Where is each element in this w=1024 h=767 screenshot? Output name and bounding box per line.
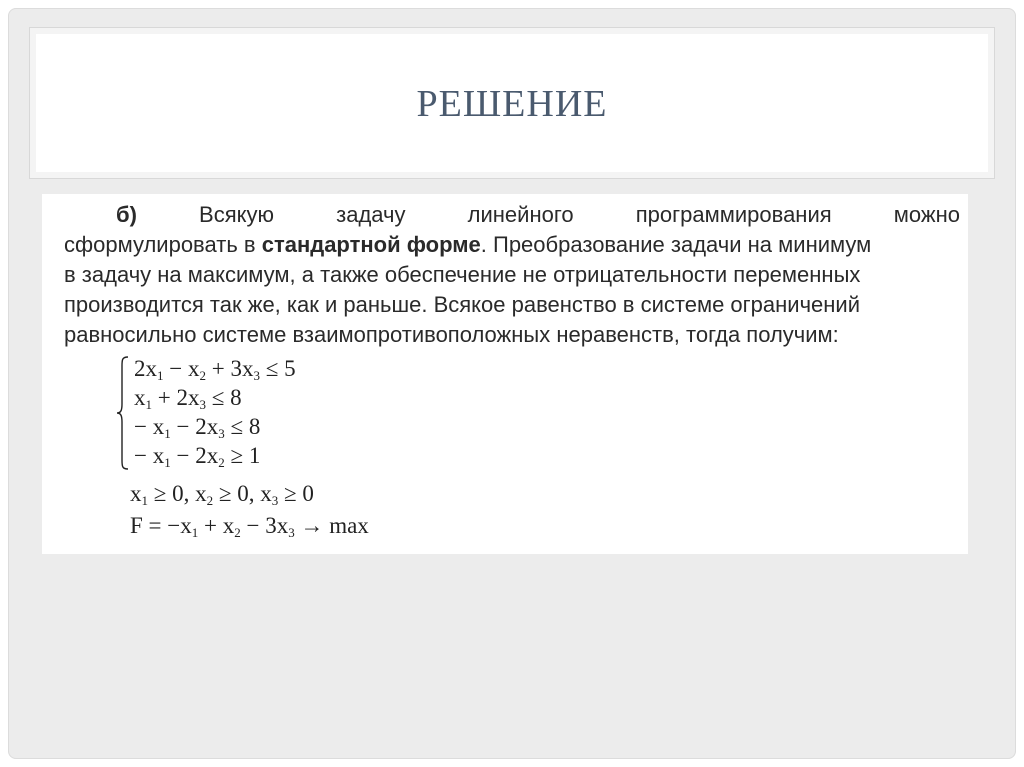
paragraph-line-4: производится так же, как и раньше. Всякое равенство в системе ограничений bbox=[64, 292, 861, 317]
title-box bbox=[30, 28, 994, 178]
word: Всякую bbox=[199, 202, 275, 227]
constraint-row: − $x_1 - 2x_2 \ge 1$ bbox=[134, 443, 261, 470]
word: задачу bbox=[336, 202, 406, 227]
bold-term: стандартной форме bbox=[261, 232, 481, 257]
paragraph-line-2 bbox=[64, 230, 960, 260]
line-2-post: . Преобразование задачи на минимум bbox=[480, 232, 872, 257]
nonnegativity-constraints: $x_1 \ge 0$, $x_2 \ge 0$, $x_3 \ge 0$ bbox=[130, 481, 314, 508]
word: линейного bbox=[467, 202, 574, 227]
slide bbox=[8, 8, 1016, 759]
word: программирования bbox=[635, 202, 832, 227]
constraint-row: $2x_1 - x_2 + 3x_3 \le 5$ bbox=[134, 356, 296, 383]
constraint-row: − $x_1 - 2x_3 \le 8$ bbox=[134, 414, 261, 441]
paragraph-line-1 bbox=[64, 200, 960, 230]
slide-title: РЕШЕНИЕ bbox=[416, 83, 608, 125]
content-image bbox=[42, 194, 968, 554]
word: можно bbox=[893, 202, 960, 227]
constraint-system bbox=[116, 354, 960, 472]
paragraph-line-5: равносильно системе взаимопротивоположных неравенств, тогда получим: bbox=[64, 322, 839, 347]
paragraph-line-3: в задачу на максимум, а также обеспечение не отрицательности переменных bbox=[64, 262, 861, 287]
constraint-row: $x_1 + 2x_3 \le 8$ bbox=[134, 385, 242, 412]
left-brace-icon bbox=[116, 356, 130, 470]
item-label: б) bbox=[116, 202, 137, 227]
line-2-pre: сформулировать в bbox=[64, 232, 262, 257]
objective-function: $F = -x_1 + x_2 - 3x_3 \to \max$ bbox=[130, 513, 369, 540]
paragraph bbox=[64, 200, 960, 350]
